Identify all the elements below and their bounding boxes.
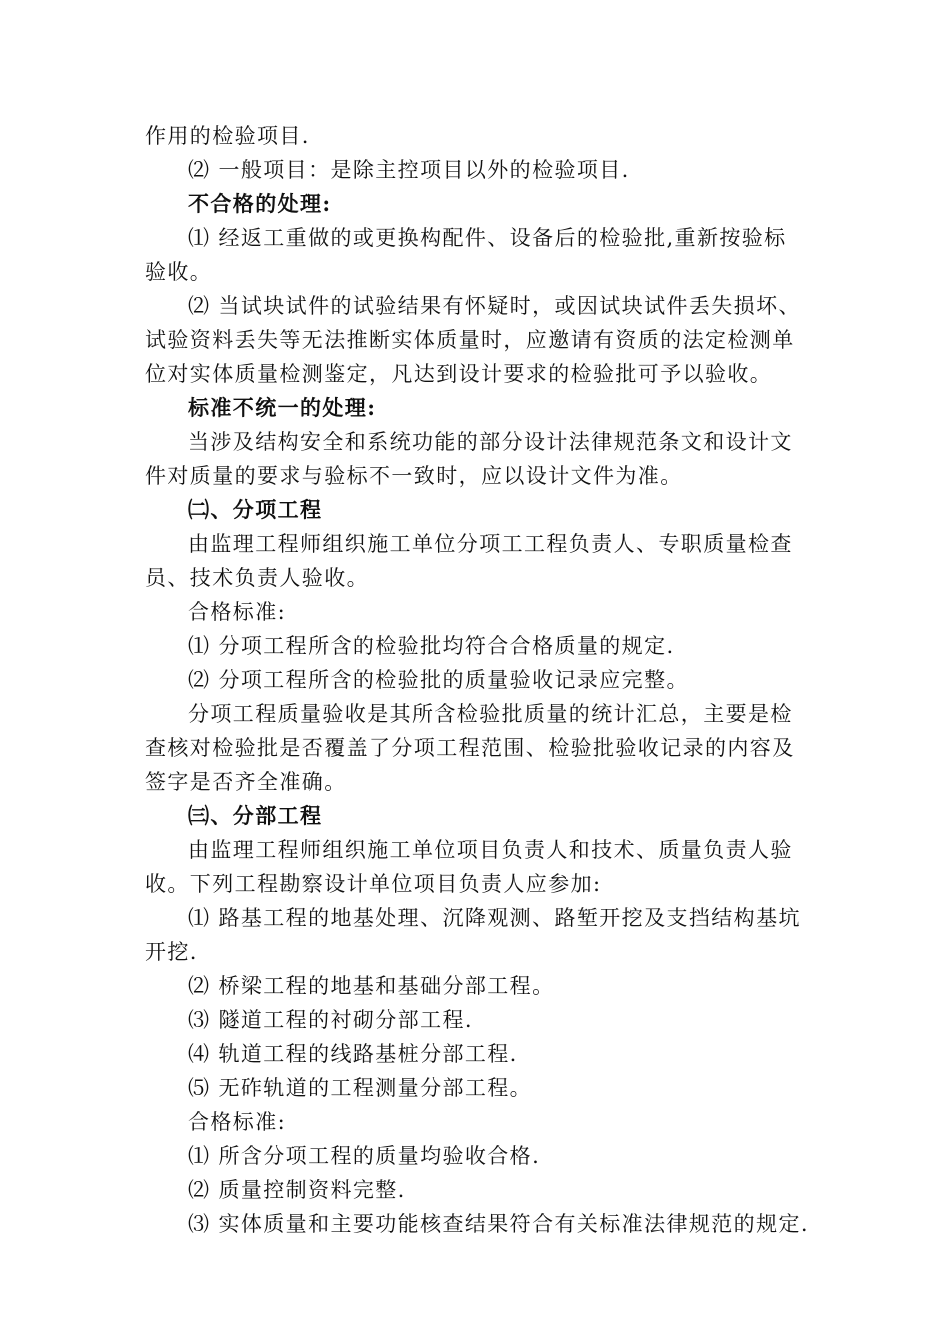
section-heading: 标准不统一的处理: — [188, 395, 377, 420]
paragraph-line: 签字是否齐全准确。 — [145, 770, 347, 794]
paragraph-line: 收。下列工程勘察设计单位项目负责人应参加: — [145, 872, 602, 896]
paragraph-line: 件对质量的要求与验标不一致时，应以设计文件为准。 — [145, 464, 683, 488]
paragraph-line: 查核对检验批是否覆盖了分项工程范围、检验批验收记录的内容及 — [145, 736, 795, 760]
subheading: 合格标准: — [188, 1110, 287, 1134]
list-item: ⑵ 一般项目：是除主控项目以外的检验项目. — [188, 158, 630, 182]
list-item: ⑵ 桥梁工程的地基和基础分部工程。 — [188, 974, 555, 998]
subheading: 合格标准: — [188, 600, 287, 624]
paragraph-line: 员、技术负责人验收。 — [145, 566, 369, 590]
list-item: ⑴ 经返工重做的或更换构配件、设备后的检验批,重新按验标 — [188, 226, 787, 250]
list-item: ⑴ 分项工程所含的检验批均符合合格质量的规定. — [188, 634, 675, 658]
list-item: ⑴ 所含分项工程的质量均验收合格. — [188, 1144, 541, 1168]
list-item: ⑷ 轨道工程的线路基桩分部工程. — [188, 1042, 518, 1066]
list-item: ⑵ 分项工程所含的检验批的质量验收记录应完整。 — [188, 668, 689, 692]
list-item: ⑵ 当试块试件的试验结果有怀疑时，或因试块试件丢失损坏、 — [188, 294, 801, 318]
paragraph-line: 作用的检验项目. — [145, 124, 310, 148]
paragraph-line: 试验资料丢失等无法推断实体质量时，应邀请有资质的法定检测单 — [145, 328, 795, 352]
list-item: ⑶ 隧道工程的衬砌分部工程. — [188, 1008, 473, 1032]
paragraph-line: 位对实体质量检测鉴定，凡达到设计要求的检验批可予以验收。 — [145, 362, 773, 386]
section-heading: ㈡、分项工程 — [188, 497, 323, 522]
list-item: ⑵ 质量控制资料完整. — [188, 1178, 406, 1202]
paragraph-line: 由监理工程师组织施工单位分项工工程负责人、专职质量检查 — [188, 532, 793, 556]
section-heading: ㈢、分部工程 — [188, 803, 323, 828]
list-item: ⑸ 无砟轨道的工程测量分部工程。 — [188, 1076, 533, 1100]
list-item: ⑴ 路基工程的地基处理、沉降观测、路堑开挖及支挡结构基坑 — [188, 906, 801, 930]
paragraph-line: 开挖. — [145, 940, 198, 964]
list-item: ⑶ 实体质量和主要功能核查结果符合有关标准法律规范的规定. — [188, 1212, 809, 1236]
paragraph-line: 验收。 — [145, 260, 213, 284]
section-heading: 不合格的处理: — [188, 191, 332, 216]
paragraph-line: 当涉及结构安全和系统功能的部分设计法律规范条文和设计文 — [188, 430, 793, 454]
paragraph-line: 由监理工程师组织施工单位项目负责人和技术、质量负责人验 — [188, 838, 793, 862]
paragraph-line: 分项工程质量验收是其所含检验批质量的统计汇总，主要是检 — [188, 702, 793, 726]
